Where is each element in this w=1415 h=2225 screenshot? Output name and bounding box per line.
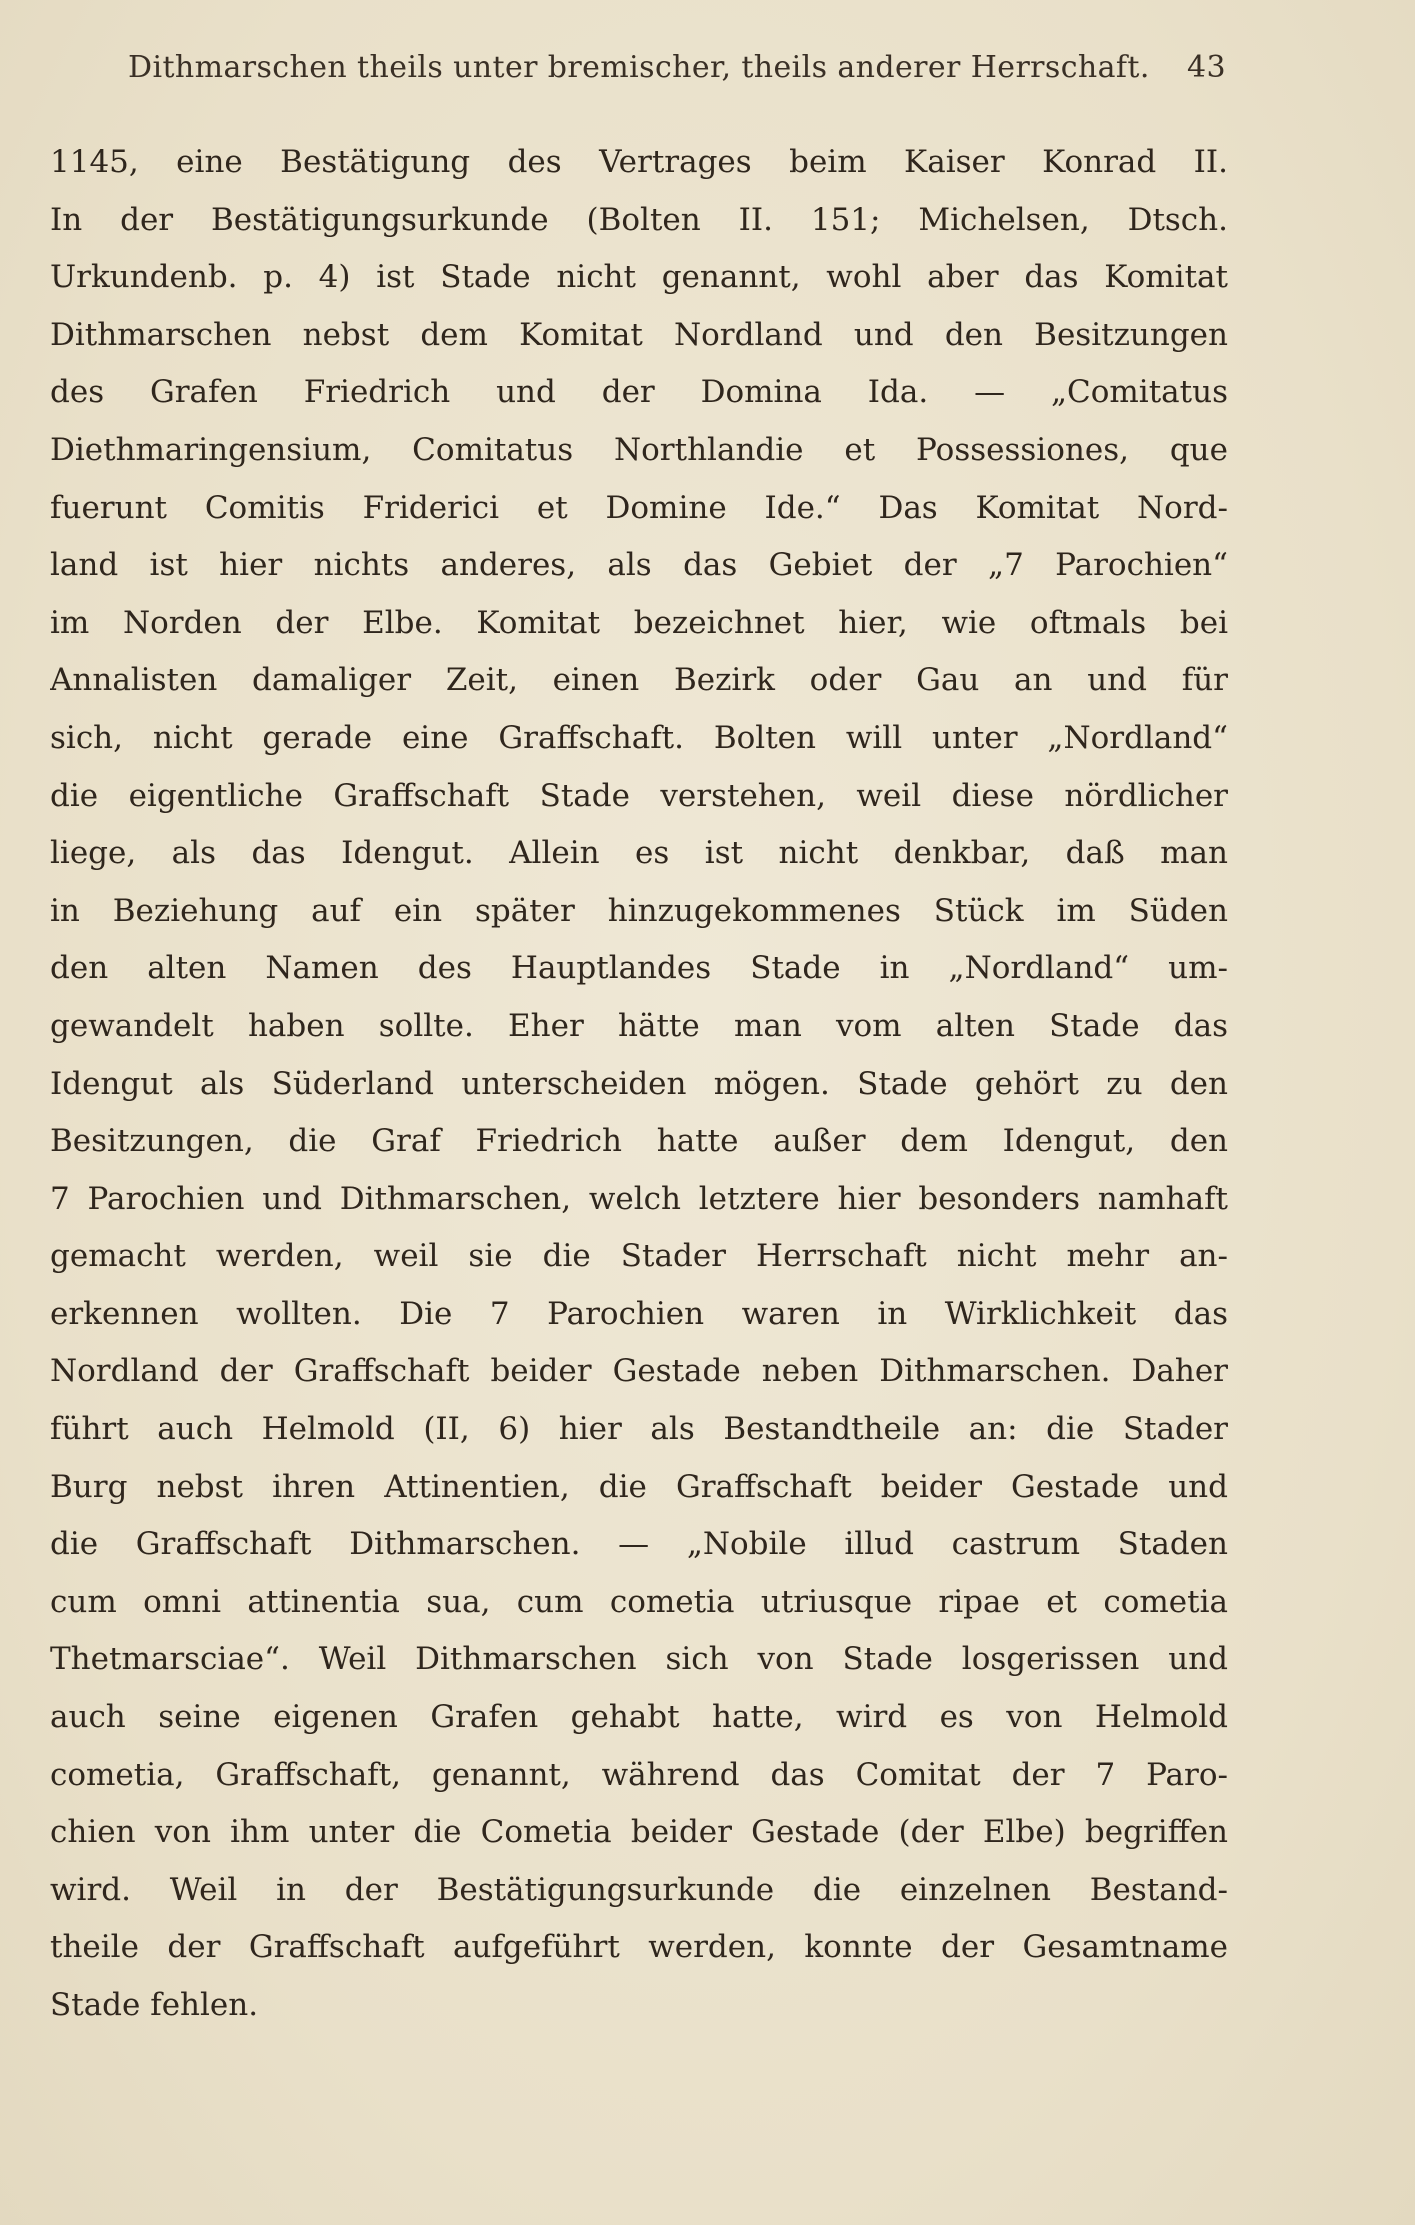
text-line: Besitzungen, die Graf Friedrich hatte außer dem Idengut, den <box>50 1123 1228 1160</box>
page-number: 43 <box>1187 50 1226 85</box>
text-line: im Norden der Elbe. Komitat bezeichnet hier, wie oftmals bei <box>50 604 1228 641</box>
text-line: chien von ihm unter die Cometia beider Gestade (der Elbe) begriffen <box>50 1814 1228 1851</box>
text-line: des Grafen Friedrich und der Domina Ida. — „Comitatus <box>50 374 1228 411</box>
text-line: theile der Graffschaft aufgeführt werden, konnte der Gesamtname <box>50 1929 1228 1966</box>
text-line: in Beziehung auf ein später hinzugekommenes Stück im Süden <box>50 892 1228 929</box>
text-line: 1145, eine Bestätigung des Vertrages beim Kaiser Konrad II. <box>50 144 1228 180</box>
text-line: liege, als das Idengut. Allein es ist nicht denkbar, daß man <box>50 835 1228 872</box>
text-line: In der Bestätigungsurkunde (Bolten II. 151; Michelsen, Dtsch. <box>50 201 1228 238</box>
running-head: Dithmarschen theils unter bremischer, theils anderer Herrschaft. <box>128 50 1150 85</box>
text-line: Dithmarschen nebst dem Komitat Nordland und den Besitzungen <box>50 316 1228 353</box>
text-line: den alten Namen des Hauptlandes Stade in „Nordland“ um- <box>50 950 1228 987</box>
text-line: die Graffschaft Dithmarschen. — „Nobile illud castrum Staden <box>50 1526 1228 1563</box>
text-line: Stade fehlen. <box>50 1987 259 2023</box>
text-line: gemacht werden, weil sie die Stader Herrschaft nicht mehr an- <box>50 1238 1228 1275</box>
text-line: cometia, Graffschaft, genannt, während das Comitat der 7 Paro- <box>50 1756 1228 1793</box>
text-line: erkennen wollten. Die 7 Parochien waren in Wirklichkeit das <box>50 1295 1228 1332</box>
text-line: führt auch Helmold (II, 6) hier als Bestandtheile an: die Stader <box>50 1411 1228 1448</box>
text-line: gewandelt haben sollte. Eher hätte man vom alten Stade das <box>50 1007 1228 1044</box>
text-line: land ist hier nichts anderes, als das Gebiet der „7 Parochien“ <box>50 547 1228 584</box>
text-line: auch seine eigenen Grafen gehabt hatte, wird es von Helmold <box>50 1699 1228 1736</box>
text-line: Thetmarsciae“. Weil Dithmarschen sich von Stade losgerissen und <box>50 1641 1228 1678</box>
text-line: die eigentliche Graffschaft Stade verstehen, weil diese nördlicher <box>50 777 1228 814</box>
text-line: Nordland der Graffschaft beider Gestade neben Dithmarschen. Daher <box>50 1353 1228 1390</box>
text-line: Idengut als Süderland unterscheiden mögen. Stade gehört zu den <box>50 1065 1228 1102</box>
text-line: Burg nebst ihren Attinentien, die Graffschaft beider Gestade und <box>50 1468 1228 1505</box>
text-line: Annalisten damaliger Zeit, einen Bezirk oder Gau an und für <box>50 662 1228 699</box>
text-line: cum omni attinentia sua, cum cometia utriusque ripae et cometia <box>50 1583 1228 1620</box>
text-line: fuerunt Comitis Friderici et Domine Ide.“ Das Komitat Nord- <box>50 489 1228 526</box>
text-line: wird. Weil in der Bestätigungsurkunde die einzelnen Bestand- <box>50 1871 1228 1908</box>
page-header <box>128 50 1226 98</box>
body-paragraph <box>50 134 1228 2035</box>
text-line: Urkundenb. p. 4) ist Stade nicht genannt, wohl aber das Komitat <box>50 259 1228 296</box>
text-line: sich, nicht gerade eine Graffschaft. Bolten will unter „Nordland“ <box>50 719 1228 756</box>
text-line: 7 Parochien und Dithmarschen, welch letztere hier besonders namhaft <box>50 1180 1228 1217</box>
text-line: Diethmaringensium, Comitatus Northlandie et Possessiones, que <box>50 431 1228 468</box>
